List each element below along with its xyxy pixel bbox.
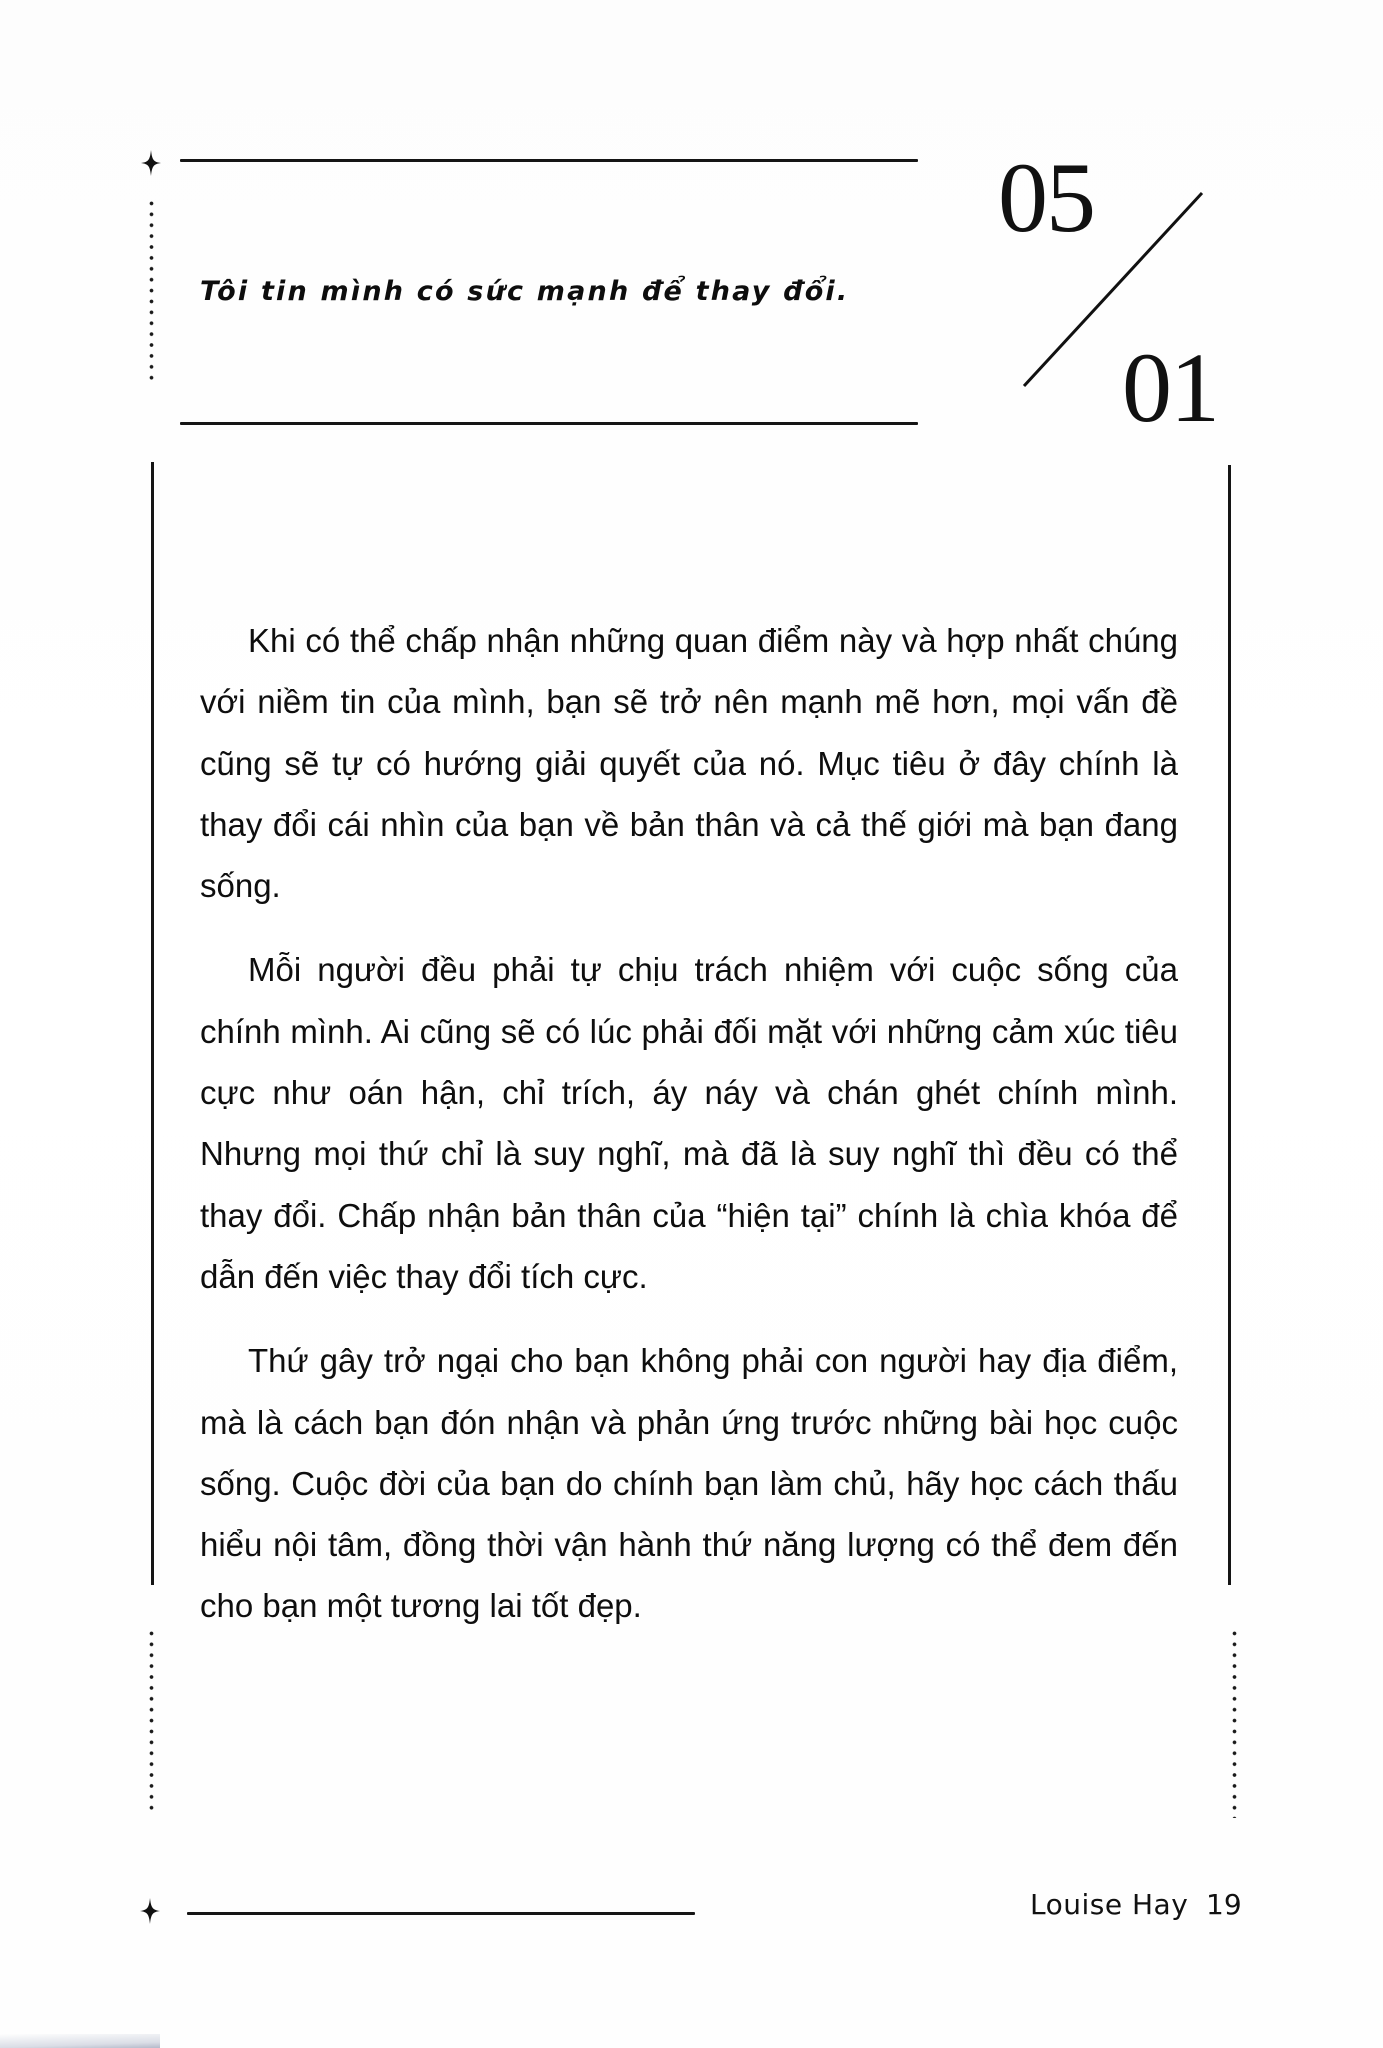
- page-edge-shadow: [0, 2034, 160, 2048]
- body-content: [200, 610, 1178, 1660]
- star-ornament-icon: [141, 150, 161, 176]
- chapter-number-bottom: 01: [1122, 332, 1218, 443]
- footer-dotted-rule-left: [149, 1628, 154, 1816]
- running-footer-author: Louise Hay: [1030, 1888, 1189, 1921]
- body-frame-left-rule-lower: [151, 586, 154, 1585]
- body-frame-right-rule: [1228, 465, 1231, 1585]
- footer-dotted-rule-right: [1232, 1628, 1237, 1818]
- body-paragraph: Thứ gây trở ngại cho bạn không phải con người hay địa điểm, mà là cách bạn đón nhận và phản ứng trước những bài học cuộc sống. Cuộc đời của bạn do chính bạn làm chủ, hãy học cách thấu hiểu nội tâm, đồng thời vận hành thứ năng lượng có thể đem đến cho bạn một tương lai tốt đẹp.: [200, 1342, 1178, 1625]
- body-paragraph: Mỗi người đều phải tự chịu trách nhiệm với cuộc sống của chính mình. Ai cũng sẽ có lúc phải đối mặt với những cảm xúc tiêu cực như oán hận, chỉ trích, áy náy và chán ghét chính mình. Nhưng mọi thứ chỉ là suy nghĩ, mà đã là suy nghĩ thì đều có thể thay đổi. Chấp nhận bản thân của “hiện tại” chính là chìa khóa để dẫn đến việc thay đổi tích cực.: [200, 951, 1178, 1295]
- body-frame-left-rule: [151, 462, 154, 586]
- chapter-tagline: Tôi tin mình có sức mạnh để thay đổi.: [200, 276, 850, 307]
- chapter-number-top: 05: [998, 142, 1094, 253]
- header-top-rule: [180, 159, 918, 162]
- header-bottom-rule: [180, 422, 918, 425]
- star-ornament-icon: [140, 1898, 160, 1924]
- header-dotted-rule: [149, 198, 154, 383]
- page-number: 19: [1206, 1888, 1242, 1921]
- footer-rule: [187, 1912, 695, 1915]
- body-paragraph: Khi có thể chấp nhận những quan điểm này và hợp nhất chúng với niềm tin của mình, bạn sẽ trở nên mạnh mẽ hơn, mọi vấn đề cũng sẽ tự có hướng giải quyết của nó. Mục tiêu ở đây chính là thay đổi cái nhìn của bạn về bản thân và cả thế giới mà bạn đang sống.: [200, 622, 1178, 905]
